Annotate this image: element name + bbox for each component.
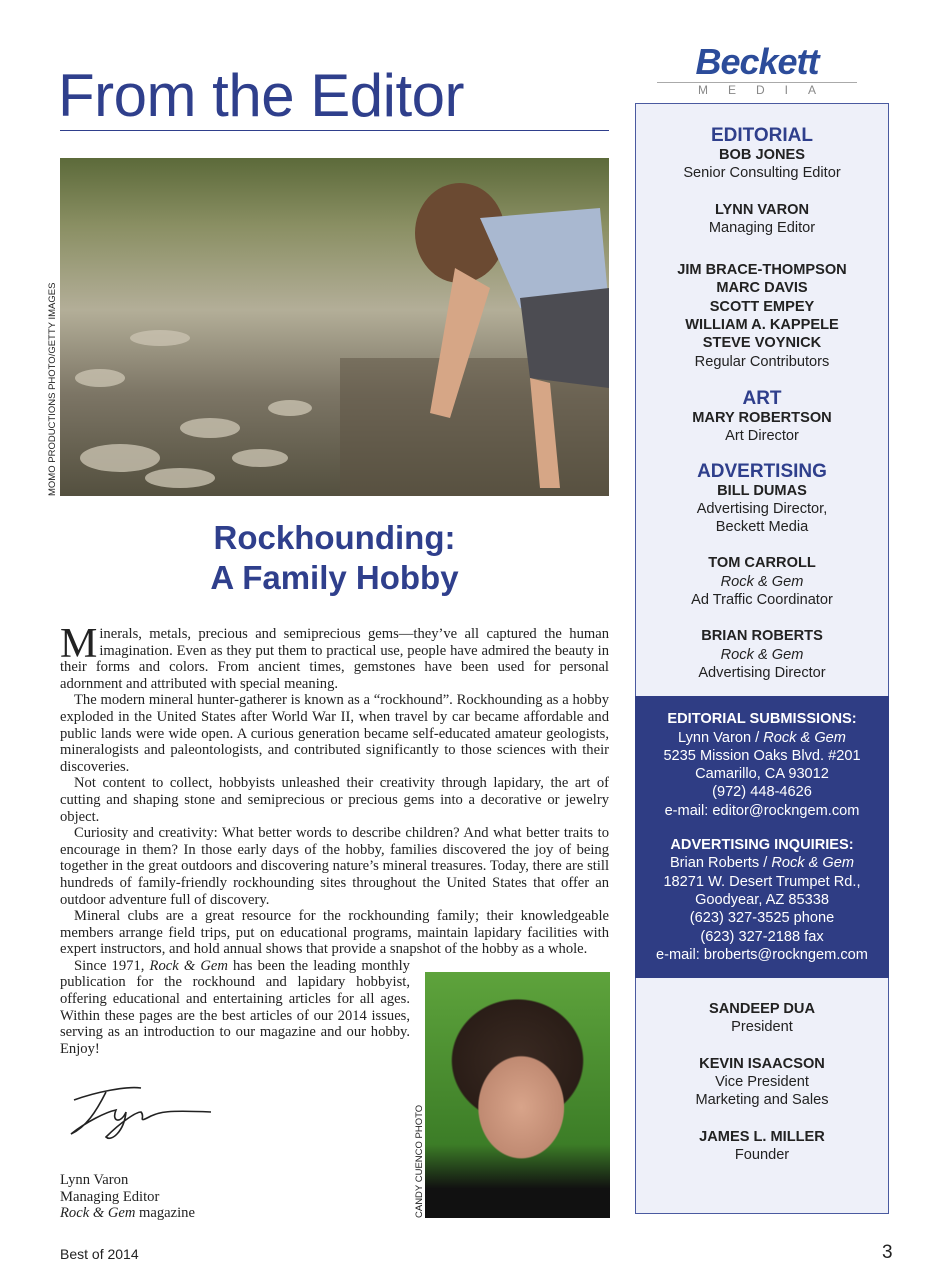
contact-band: EDITORIAL SUBMISSIONS: Lynn Varon / Rock & Gem 5235 Mission Oaks Blvd. #201 Camarillo, CA 93012 (972) 448-4626 e-mail: editor@rockngem.com ADVERTISING INQUIRIES: Brian Roberts / Rock & Gem 18271 W. Desert Trumpet Rd., Goodyear, AZ 85338 (623) 327-3525 phone (623) 327-2188 fax e-mail: broberts@rockngem.com	[635, 696, 889, 978]
headline-line-1: Rockhounding:	[213, 519, 456, 556]
title-rule	[60, 130, 609, 131]
signature-image	[66, 1082, 216, 1142]
photo-illustration	[60, 158, 609, 496]
beckett-media-logo: Beckett MEDIA	[657, 44, 857, 97]
paragraph: Mineral clubs are a great resource for the rockhounding family; their knowledgeable members arrange field trips, put on educational programs, maintain lapidary facilities with expert instructors, and hold annual shows that provide a snapshot of the hobby as a whole.	[60, 908, 609, 958]
paragraph: Since 1971, Rock & Gem has been the leading monthly publication for the rockhound and lapidary hobbyist, offering educational and entertaining articles for all ages. Within these pages are the best articles of our 2014 issues, serving as an introduction to our magazine and our hobby. Enjoy!	[60, 957, 410, 1057]
headline-line-2: A Family Hobby	[210, 558, 459, 596]
footer-issue: Best of 2014	[60, 1246, 139, 1262]
article-headline	[60, 518, 609, 597]
page-title: From the Editor	[58, 62, 464, 129]
paragraph: Minerals, metals, precious and semiprecious gems—they’ve all captured the human imagination. Even as they put them to practical use, people have admired the beauty in their forms and colors. From ancient times, gemstones have been used for personal adornment and attributed with special meaning.	[60, 621, 609, 692]
paragraph: The modern mineral hunter-gatherer is known as a “rockhound”. Rockhounding as a hobby exploded in the United States after World War II, when travel by car became affordable and public lands were wide open. A curious generation became self-educated amateur geologists, mineralogists and paleontologists, and contributed significantly to those sciences with their discoveries.	[60, 692, 609, 775]
portrait-credit: CANDY CUENCO PHOTO	[414, 1104, 425, 1218]
advertising-email[interactable]: e-mail: broberts@rockngem.com	[656, 946, 868, 963]
masthead-sidebar: EDITORIAL BOB JONES Senior Consulting Editor LYNN VARON Managing Editor JIM BRACE-THOMPSON MARC DAVIS SCOTT EMPEY WILLIAM A. KAPPELE STEVE VOYNICK Regular Contributors ART MARY ROBERTSON Art Director ADVERTISING BILL DUMAS Advertising Director, Beckett Media TOM CARROLL Rock & Gem Ad Traffic Coordinator BRIAN ROBERTS Rock & Gem Advertising Director EDITORIAL SUBMISSIONS: Lynn Varon / Rock & Gem 5235 Mission Oaks Blvd. #201 Camarillo, CA 93012 (972) 448-4626 e-mail: editor@rockngem.com ADVERTISING INQUIRIES: Brian Roberts / Rock & Gem 18271 W. Desert Trumpet Rd., Goodyear, AZ 85338 (623) 327-3525 phone (623) 327-2188 fax e-mail: broberts@rockngem.com SANDEEP DUA President KEVIN ISAACSON Vice President Marketing and Sales JAMES L. MILLER Founder	[635, 103, 889, 1214]
editorial-heading: EDITORIAL	[710, 125, 814, 146]
page-number: 3	[882, 1242, 893, 1263]
photo-credit: MOMO PRODUCTIONS PHOTO/GETTY IMAGES	[47, 282, 58, 496]
advertising-heading: ADVERTISING	[697, 460, 827, 482]
editor-signoff: Lynn Varon Managing Editor Rock & Gem magazine	[60, 1172, 195, 1222]
editor-email[interactable]: e-mail: editor@rockngem.com	[664, 802, 860, 819]
paragraph: Curiosity and creativity: What better words to describe children? And what better traits to encourage in them? In those early days of the hobby, families discovered the joy of being together in the great outdoors and discovering nature’s mineral treasures. Today, there are still hundreds of family-friendly rockhounding sites throughout the United States that offer an outdoor adventure full of discovery.	[60, 825, 609, 908]
drop-cap: M	[60, 621, 98, 667]
editor-portrait-photo	[425, 972, 610, 1218]
paragraph: Not content to collect, hobbyists unleashed their creativity through lapidary, the art of cutting and shaping stone and semiprecious or precious gems into a decorative or jewelry object.	[60, 775, 609, 825]
boy-in-stream-photo	[60, 158, 609, 496]
art-heading: ART	[742, 387, 782, 409]
